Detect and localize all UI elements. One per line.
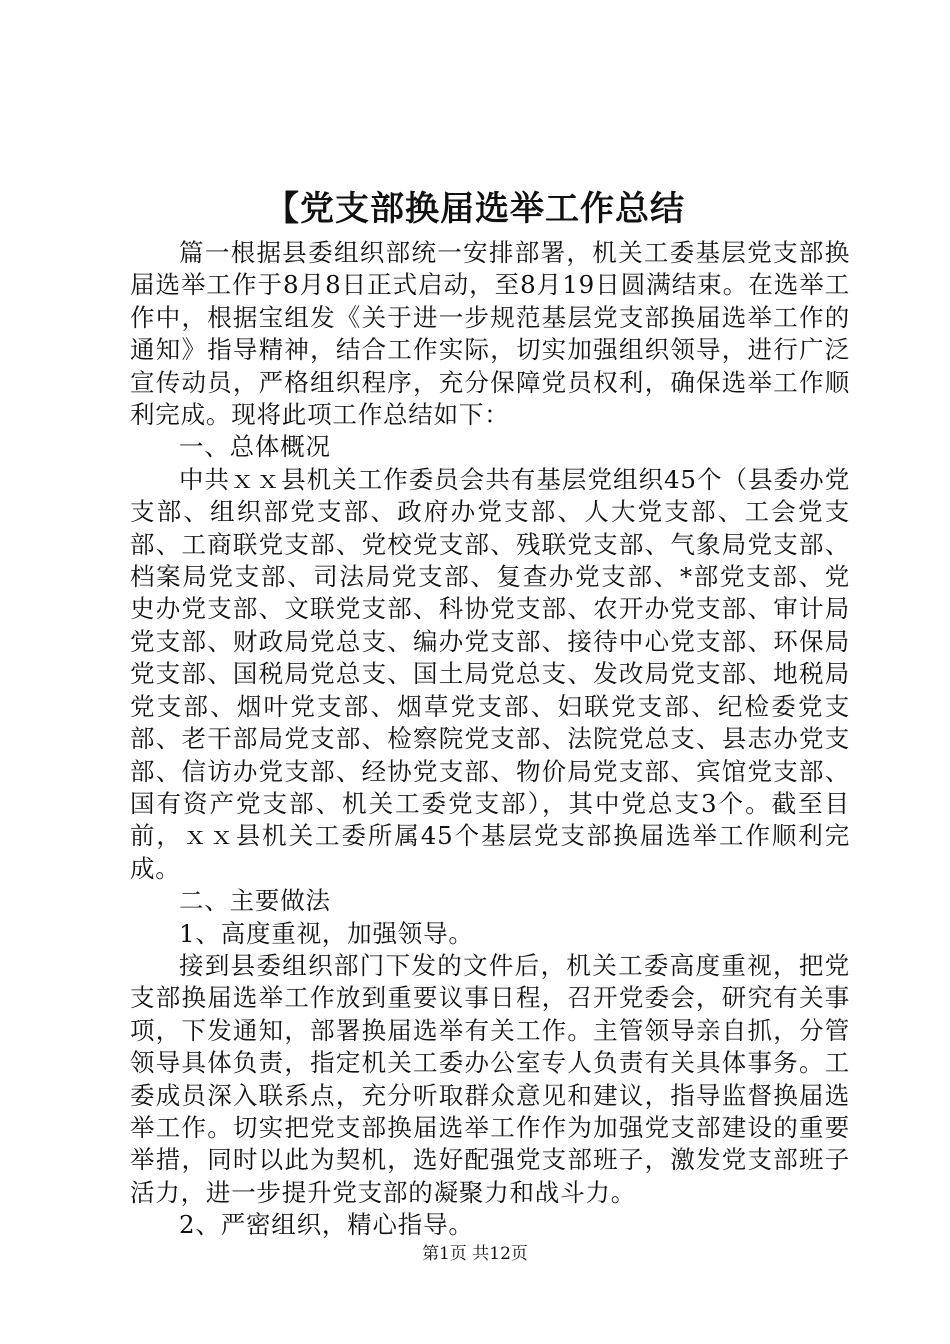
page-number-footer: 第1页 共12页 xyxy=(422,1244,528,1264)
section-heading-methods: 二、主要做法 xyxy=(179,886,331,916)
subheading-organization: 2、严密组织，精心指导。 xyxy=(179,1210,474,1240)
document-body xyxy=(130,237,850,1242)
document-title: 【党支部换届选举工作总结 xyxy=(265,189,685,229)
subheading-leadership: 1、高度重视，加强领导。 xyxy=(179,918,474,948)
overview-paragraph: 中共ｘｘ县机关工作委员会共有基层党组织45个（县委办党支部、组织部党支部、政府办党支部、人大党支部、工会党支部、工商联党支部、党校党支部、残联党支部、气象局党支部、档案局党支部、司法局党支部、复查办党支部、*部党支部、党史办党支部、文联党支部、科协党支部、农开办党支部、审计局党支部、财政局党总支、编办党支部、接待中心党支部、环保局党支部、国税局党总支、国土局党总支、发改局党支部、地税局党支部、烟叶党支部、烟草党支部、妇联党支部、纪检委党支部、老干部局党支部、检察院党支部、法院党总支、县志办党支部、信访办党支部、经协党支部、物价局党支部、宾馆党支部、国有资产党支部、机关工委党支部），其中党总支3个。截至目前，ｘｘ县机关工委所属45个基层党支部换届选举工作顺利完成。 xyxy=(130,464,850,883)
leadership-paragraph: 接到县委组织部门下发的文件后，机关工委高度重视，把党支部换届选举工作放到重要议事日程，召开党委会，研究有关事项，下发通知，部署换届选举有关工作。主管领导亲自抓，分管领导具体负责，指定机关工委办公室专人负责有关具体事务。工委成员深入联系点，充分听取群众意见和建议，指导监督换届选举工作。切实把党支部换届选举工作作为加强党支部建设的重要举措，同时以此为契机，选好配强党支部班子，激发党支部班子活力，进一步提升党支部的凝聚力和战斗力。 xyxy=(130,950,850,1207)
section-heading-overview: 一、总体概况 xyxy=(179,432,331,462)
intro-paragraph: 篇一根据县委组织部统一安排部署，机关工委基层党支部换届选举工作于8月8日正式启动，至8月19日圆满结束。在选举工作中，根据宝组发《关于进一步规范基层党支部换届选举工作的通知》指导精神，结合工作实际，切实加强组织领导，进行广泛宣传动员，严格组织程序，充分保障党员权利，确保选举工作顺利完成。现将此项工作总结如下： xyxy=(130,238,850,430)
